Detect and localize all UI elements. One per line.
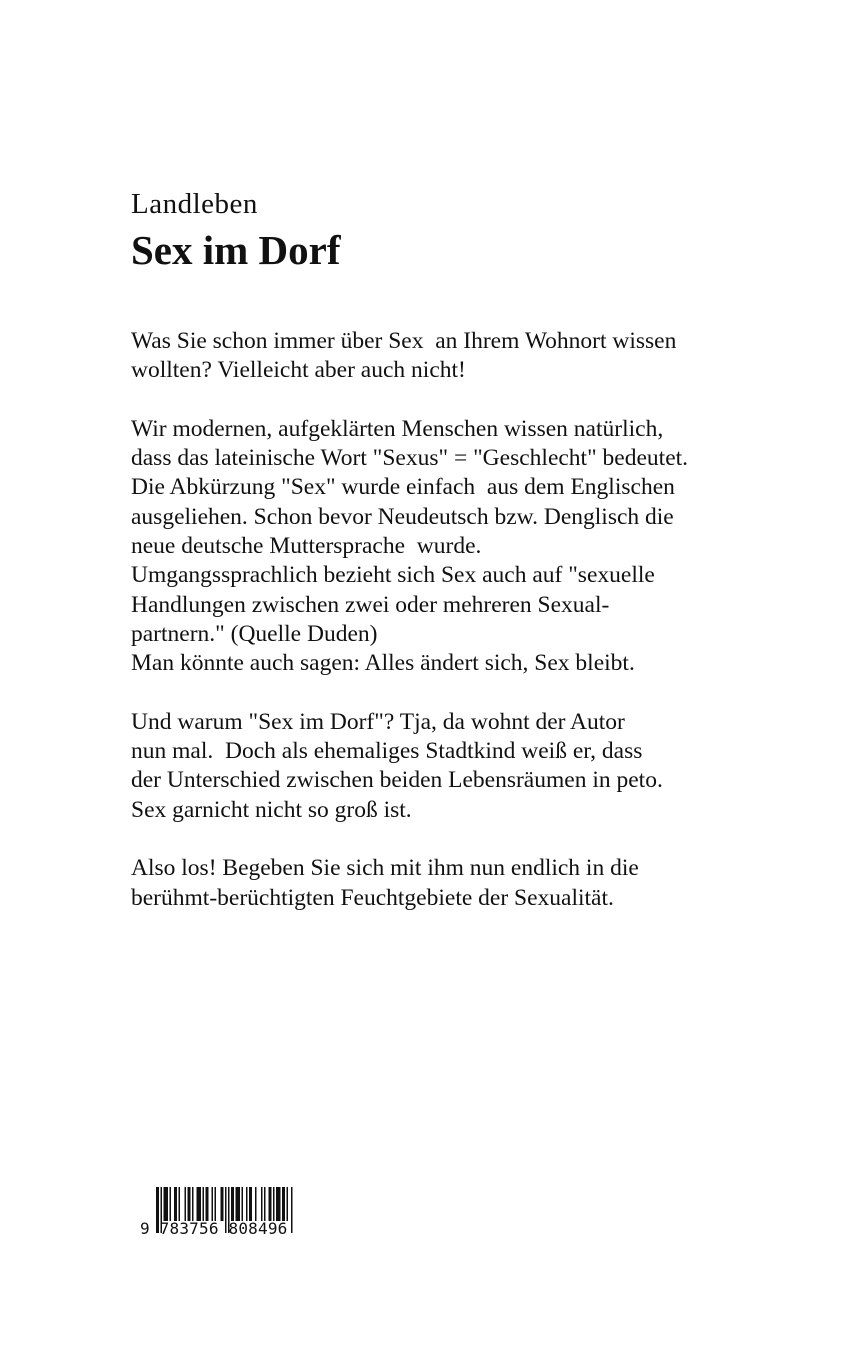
barcode-bar (236, 1187, 241, 1221)
blurb-line: Also los! Begeben Sie sich mit ihm nun endlich in die (131, 855, 639, 882)
blurb-line: Sex garnicht nicht so groß ist. (131, 796, 412, 823)
barcode-bar (246, 1187, 248, 1221)
barcode-bar (164, 1187, 169, 1221)
blurb-line: Umgangssprachlich bezieht sich Sex auch auf "sexuelle (131, 562, 655, 589)
barcode-bar (174, 1187, 177, 1221)
blurb-line: nun mal. Doch als ehemaliges Stadtkind weiß er, dass (131, 738, 643, 765)
blurb-paragraph-2 (131, 415, 731, 679)
blurb-line: neue deutsche Muttersprache wurde. (131, 533, 482, 560)
blurb-line: wollten? Vielleicht aber auch nicht! (131, 357, 466, 384)
barcode-bar (203, 1187, 205, 1221)
barcode-bar (215, 1187, 217, 1221)
barcode-bar (221, 1187, 224, 1221)
barcode-bar (188, 1187, 191, 1221)
blurb-text (131, 327, 731, 942)
barcode-bar (242, 1187, 244, 1221)
barcode-bar (276, 1187, 281, 1221)
barcode-bar (197, 1187, 202, 1221)
barcode-bar (291, 1187, 293, 1233)
isbn-barcode (140, 1187, 340, 1247)
barcode-bar (192, 1187, 194, 1221)
barcode-bar (264, 1187, 266, 1221)
barcode-bar (255, 1187, 257, 1221)
barcode-bar (231, 1187, 234, 1221)
isbn-digits: 9 783756 808496 (140, 1219, 288, 1238)
blurb-line: Wir modernen, aufgeklärten Menschen wissen natürlich, (131, 415, 664, 442)
barcode-bar (282, 1187, 285, 1221)
series-label: Landleben (131, 188, 258, 220)
blurb-paragraph-4 (131, 854, 731, 913)
barcode-bar (212, 1187, 214, 1221)
blurb-line: partnern." (Quelle Duden) (131, 620, 378, 647)
barcode-bar (269, 1187, 272, 1221)
blurb-line: Was Sie schon immer über Sex an Ihrem Wohnort wissen (131, 328, 677, 354)
blurb-line: Man könnte auch sagen: Alles ändert sich, Sex bleibt. (131, 650, 635, 677)
blurb-line: Die Abkürzung "Sex" wurde einfach aus dem Englischen (131, 474, 675, 501)
blurb-line: dass das lateinische Wort "Sexus" = "Geschlecht" bedeutet. (131, 445, 689, 472)
book-title: Sex im Dorf (131, 227, 341, 273)
blurb-line: ausgeliehen. Schon bevor Neudeutsch bzw. Denglisch die (131, 503, 674, 530)
barcode-bar (206, 1187, 209, 1221)
barcode-bar (261, 1187, 263, 1221)
blurb-line: der Unterschied zwischen beiden Lebensräumen in peto. (131, 767, 663, 794)
blurb-paragraph-1 (131, 327, 731, 386)
barcode-bar (287, 1187, 289, 1221)
blurb-paragraph-3 (131, 708, 731, 825)
barcode-bar (179, 1187, 181, 1221)
barcode-bar (185, 1187, 187, 1221)
barcode-bar (249, 1187, 252, 1221)
blurb-line: Und warum "Sex im Dorf"? Tja, da wohnt der Autor (131, 708, 625, 735)
barcode-bar (170, 1187, 172, 1221)
blurb-line: Handlungen zwischen zwei oder mehreren Sexual- (131, 591, 610, 618)
barcode-bar (273, 1187, 275, 1221)
blurb-line: berühmt-berüchtigten Feuchtgebiete der Sexualität. (131, 884, 614, 911)
